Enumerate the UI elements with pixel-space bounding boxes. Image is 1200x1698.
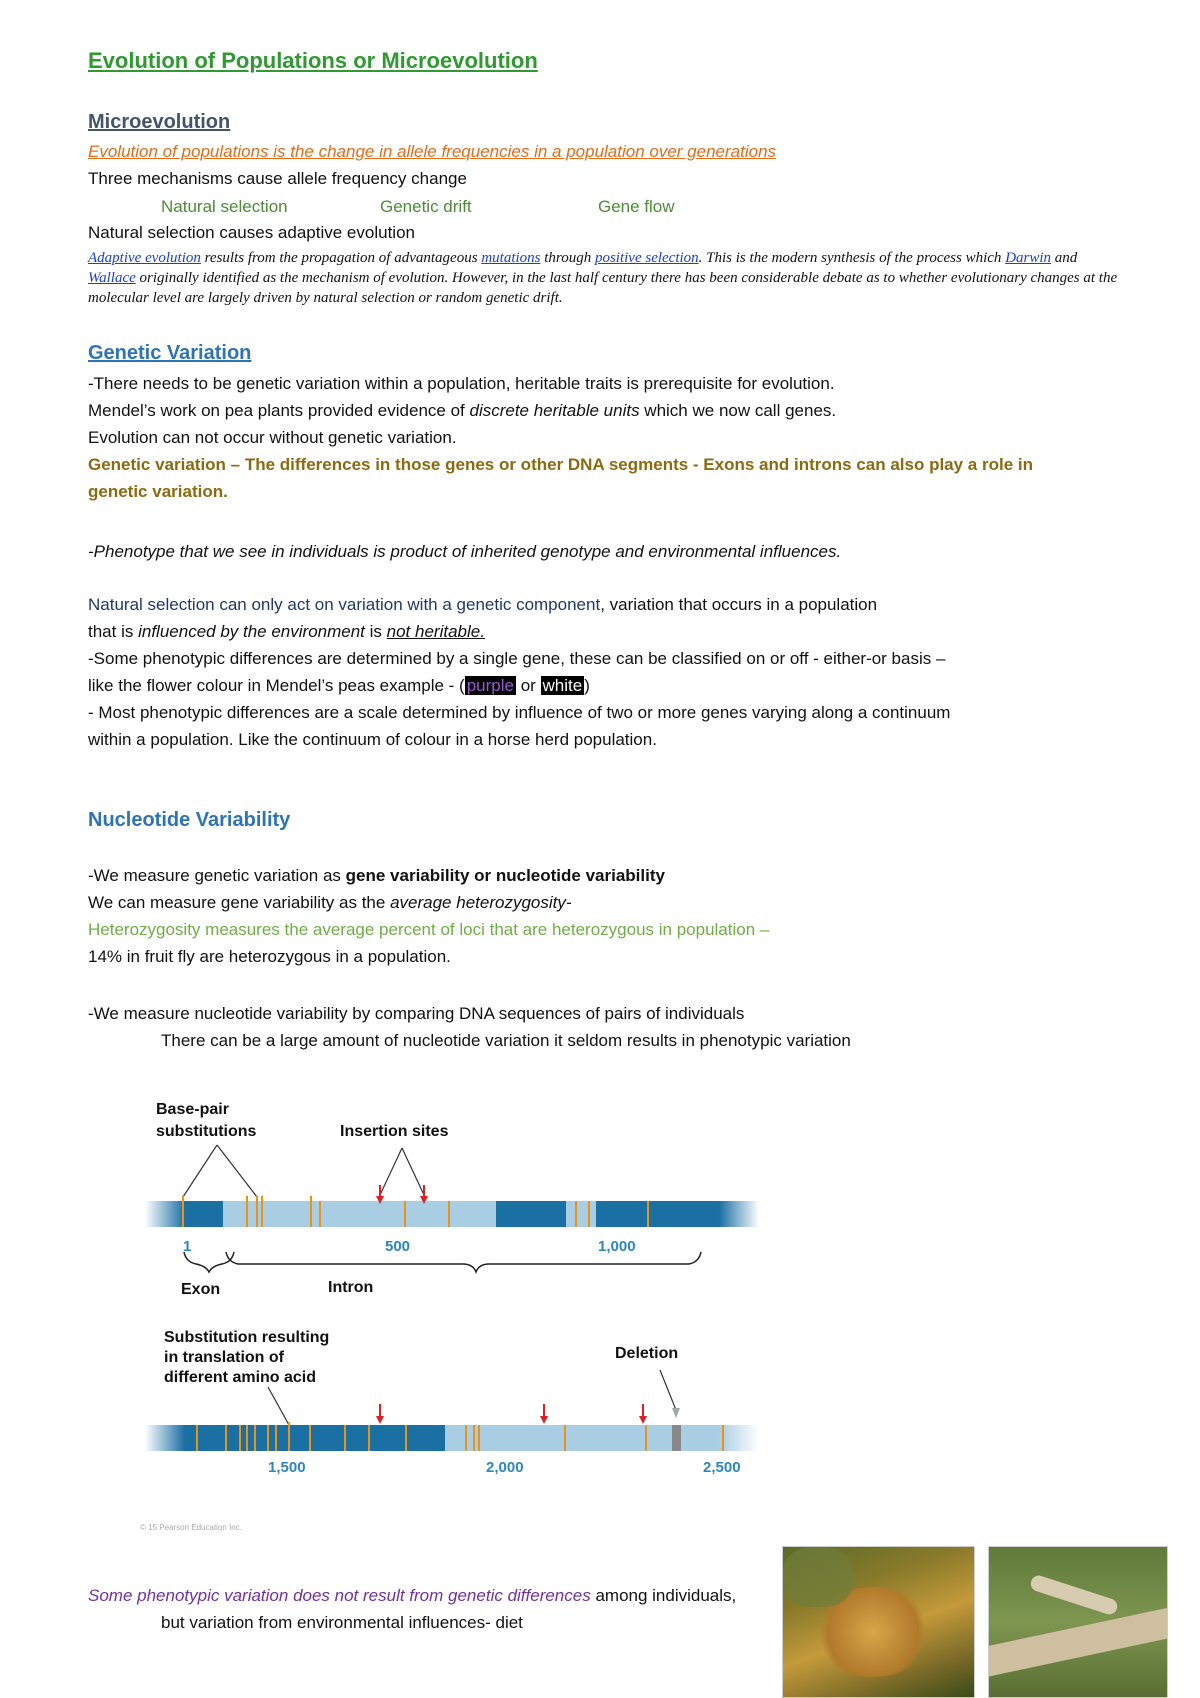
gv-definition-1: Genetic variation – The differences in those genes or other DNA segments - Exons and introns can also play a role in [88,455,1033,474]
page-title: Evolution of Populations or Microevolution [88,48,538,73]
gv-line-1: -There needs to be genetic variation within a population, heritable traits is prerequisite for evolution. [88,374,835,393]
microevolution-heading: Microevolution [88,111,231,133]
label-sub-2: in translation of [164,1349,284,1366]
insertion-arrows-bottom [376,1404,647,1424]
adaptive-evolution-line: Natural selection causes adaptive evolution [88,223,415,242]
gv-continuum-line-1: - Most phenotypic differences are a scale determined by influence of two or more genes varying along a continuum [88,703,951,722]
mechanism-genetic-drift: Genetic drift [380,197,472,216]
gv-single-gene-line: -Some phenotypic differences are determined by a single gene, these can be classified on or off - either-or basis – [88,649,946,668]
footer-line-1: Some phenotypic variation does not result from genetic differences among individuals, [88,1586,737,1605]
gv-definition-2: genetic variation. [88,482,228,501]
mechanisms-intro: Three mechanisms cause allele frequency change [88,169,467,188]
tick-1000: 1,000 [598,1238,636,1255]
footer-line-2: but variation from environmental influences- diet [161,1613,523,1632]
label-bps-2: substitutions [156,1123,257,1140]
microevolution-definition: Evolution of populations is the change in allele frequencies in a population over generations [88,142,777,161]
white-highlight: white [542,676,583,695]
nucleotide-heading: Nucleotide Variability [88,809,291,831]
pointer-sub [268,1387,289,1425]
mutations-link[interactable]: mutations [481,250,541,266]
intron-segment-1 [223,1201,496,1227]
intron-segment-2 [566,1201,596,1227]
mechanism-gene-flow: Gene flow [598,197,675,216]
deletion-block [672,1425,681,1451]
label-bps-1: Base-pair [156,1101,229,1118]
dna-strand-bottom [145,1404,759,1451]
tick-1500: 1,500 [268,1459,306,1476]
genetic-variation-heading: Genetic Variation [88,342,252,364]
gv-flower-colour-line: like the flower colour in Mendel’s peas example - ( purple or white ) [88,676,590,695]
nv-line-2: We can measure gene variability as the average heterozygosity- [88,893,572,912]
pointer-bps-2 [217,1145,257,1197]
nv-dna-compare-line: -We measure nucleotide variability by comparing DNA sequences of pairs of individuals [88,1004,745,1023]
wallace-link[interactable]: Wallace [88,270,136,286]
nv-fruit-fly-line: 14% in fruit fly are heterozygous in a population. [88,947,451,966]
purple-highlight: purple [466,676,514,695]
adaptive-evolution-paragraph: Adaptive evolution results from the propagation of advantageous mutations through positive selection. This is the modern synthesis of the process which Darwin and Wallace originally identified as the mechanism of evolution. However, in the last half century there has been considerable debate as to whether evolutionary changes at the molecular level are largely driven by natural selection or random genetic drift. [88,250,1118,306]
pointer-del [660,1370,676,1410]
gv-phenotype-line: -Phenotype that we see in individuals is product of inherited genotype and environmental influences. [88,542,842,561]
label-deletion: Deletion [615,1345,679,1362]
label-sub-1: Substitution resulting [164,1329,330,1346]
nucleotide-variability-figure [0,1080,800,1540]
pointer-del-head [672,1408,680,1418]
adaptive-evolution-link[interactable]: Adaptive evolution [88,250,201,266]
label-intron: Intron [328,1279,374,1296]
label-exon: Exon [181,1281,221,1298]
label-insertion: Insertion sites [340,1123,449,1140]
positive-selection-link[interactable]: positive selection [594,250,699,266]
gv-line-2: Mendel’s work on pea plants provided evidence of discrete heritable units which we now call genes. [88,401,837,420]
tick-2000: 2,000 [486,1459,524,1476]
tick-500: 500 [385,1238,411,1255]
nv-variation-line: There can be a large amount of nucleotide variation it seldom results in phenotypic variation [161,1031,851,1050]
caterpillar-flowers-photo [782,1546,975,1698]
pointer-ins-2 [402,1148,424,1195]
mechanism-natural-selection: Natural selection [161,197,288,216]
gv-natural-selection-line: Natural selection can only act on variation with a genetic component, variation that occurs in a population [88,595,878,614]
pointer-ins-1 [380,1148,402,1195]
gv-continuum-line-2: within a population. Like the continuum of colour in a horse herd population. [88,730,657,749]
label-sub-3: different amino acid [164,1369,317,1386]
intron-brace [226,1252,701,1272]
copyright: © 15 Pearson Education Inc. [140,1523,242,1532]
gv-line-3: Evolution can not occur without genetic variation. [88,428,457,447]
dna-strand-top [145,1185,759,1227]
nv-line-1: -We measure genetic variation as gene variability or nucleotide variability [88,866,665,885]
nv-heterozygosity-line: Heterozygosity measures the average percent of loci that are heterozygous in population – [88,920,770,939]
pointer-bps-1 [183,1145,217,1197]
darwin-link[interactable]: Darwin [1005,250,1052,266]
exon-segment-bottom [145,1425,445,1451]
tick-1: 1 [183,1238,192,1255]
gv-heritable-line: that is influenced by the environment is not heritable. [88,622,485,641]
caterpillar-twig-photo [988,1546,1168,1698]
tick-2500: 2,500 [703,1459,741,1476]
